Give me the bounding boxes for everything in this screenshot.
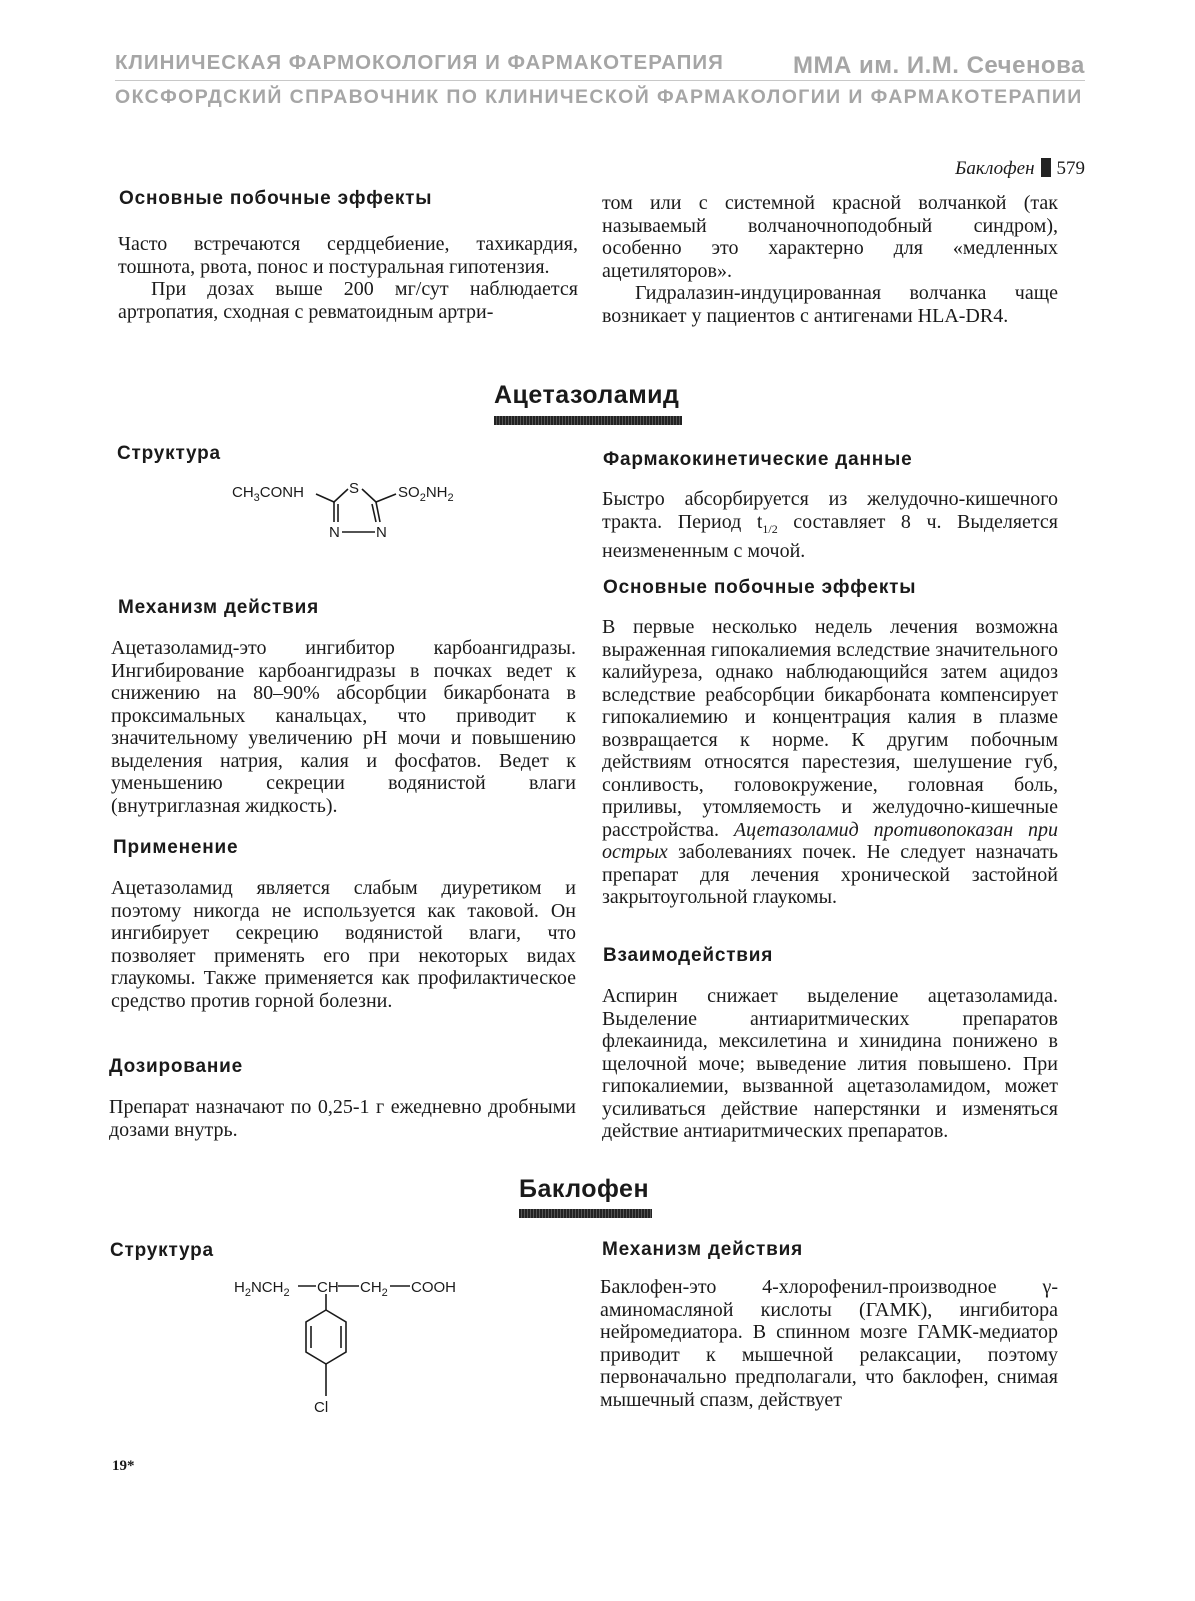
- header-line1-right: ММА им. И.М. Сеченова: [793, 52, 1085, 79]
- acetazolamide-mechanism-text-block: [111, 637, 576, 817]
- acetazolamide-side-effects-heading: Основные побочные эффекты: [603, 577, 917, 598]
- acetazolamide-interactions-heading: Взаимодействия: [603, 945, 774, 966]
- acetazolamide-pk-text: [602, 488, 1058, 563]
- acetazolamide-mechanism-heading: Механизм действия: [118, 597, 319, 618]
- svg-text:CH2: $CH_2$: [360, 1279, 388, 1299]
- acetazolamide-pk-text-block: [602, 488, 1058, 563]
- top-right-column: [602, 192, 1058, 327]
- pk-text-part-b: составляет 8 ч. Выделяется неизмененным с мочой.: [602, 510, 1058, 562]
- side-effects-contraindication: Ацетазоламид противопоказан при острых: [602, 818, 1058, 863]
- svg-text:Cl: Cl: [314, 1399, 329, 1416]
- running-head-marker: [1041, 158, 1051, 177]
- acetazolamide-dosing-text-block: [109, 1096, 576, 1141]
- header-rule: [115, 80, 1085, 81]
- section-title-underline: [494, 416, 682, 425]
- acetazolamide-dosing-text: Препарат назначают по 0,25-1 г ежедневно дробными дозами внутрь.: [109, 1096, 576, 1141]
- top-side-effects-heading: Основные побочные эффекты: [119, 188, 433, 209]
- acetazolamide-use-text-block: [111, 877, 576, 1012]
- acetazolamide-use-text: Ацетазоламид является слабым диуретиком и поэтому никогда не используется как таковой. Он ингибирует секрецию водянистой влаги, что позволяет применять его при некоторых видах глаукомы. Также применяется как профилактическое средство против горной болезни.: [111, 877, 576, 1012]
- acetazolamide-structure-diagram: [228, 472, 478, 552]
- svg-text:H2NCH2: $H_2NCH_2$: [234, 1279, 290, 1299]
- svg-text:SO2NH2: $SO_2NH_2$: [398, 484, 454, 504]
- acetazolamide-use-heading: Применение: [113, 837, 239, 858]
- acetazolamide-mechanism-text: Ацетазоламид-это ингибитор карбоангидразы. Ингибирование карбоангидразы в почках ведет к снижению на 80–90% абсорбции бикарбоната в проксимальных канальцах, что приводит к значительному увеличению pH мочи и повышению выделения натрия, калия и фосфатов. Ведет к уменьшению секреции водянистой влаги (внутриглазная жидкость).: [111, 637, 576, 817]
- signature-mark: 19*: [112, 1458, 135, 1474]
- top-left-column: [118, 233, 578, 323]
- header-line1: КЛИНИЧЕСКАЯ ФАРМОКОЛОГИЯ И ФАРМАКОТЕРАПИЯ: [115, 51, 724, 74]
- acetazolamide-structure-heading: Структура: [117, 443, 221, 464]
- acetazolamide-side-effects-text-block: [602, 616, 1058, 909]
- baclofen-mechanism-text: Баклофен-это 4-хлорофенил-производное γ-аминомасляной кислоты (ГАМК), ингибитора нейромедиатора. В спинном мозге ГАМК-медиатор приводит к мышечной релаксации, поэтому первоначально предполагали, что баклофен, снимая мышечный спазм, действует: [600, 1276, 1058, 1411]
- top-left-paragraph-2: При дозах выше 200 мг/сут наблюдается артропатия, сходная с ревматоидным артри-: [118, 278, 578, 323]
- baclofen-mechanism-text-block: [600, 1276, 1058, 1411]
- svg-text:CH: CH: [317, 1279, 339, 1296]
- side-effects-text-2: заболеваниях почек. Не следует назначать препарат для лечения хронической застойной закрытоугольной глаукомы.: [602, 841, 1059, 908]
- section-title-acetazolamide: Ацетазоламид: [494, 381, 680, 409]
- section-title-underline: [519, 1209, 652, 1218]
- top-right-paragraph-2: Гидралазин-индуцированная волчанка чаще возникает у пациентов с антигенами HLA-DR4.: [602, 282, 1058, 327]
- pk-text-part-a: Быстро абсорбируется из желудочно-кишечного тракта. Период t: [602, 488, 1058, 533]
- svg-text:N: N: [329, 524, 340, 541]
- svg-text:COOH: COOH: [411, 1279, 456, 1296]
- top-left-paragraph-1: Часто встречаются сердцебиение, тахикардия, тошнота, рвота, понос и постуральная гипотензия.: [118, 233, 578, 278]
- acetazolamide-interactions-text: Аспирин снижает выделение ацетазоламида. Выделение антиаритмических препаратов флекаинида, мексилетина и хинидина понижено в щелочной моче; выведение лития повышено. При гипокалиемии, вызванной ацетазоламидом, может усиливаться действие наперстянки и изменяться действие антиаритмических препаратов.: [602, 985, 1058, 1142]
- acetazolamide-pk-heading: Фармакокинетические данные: [603, 449, 913, 470]
- side-effects-text: В первые несколько недель лечения возможна выраженная гипокалиемия вследствие значительного калийуреза, однако наблюдающийся затем ацидоз вследствие реабсорбции бикарбоната компенсирует гипокалиемию и концентрация калия в плазме возвращается к норме. К другим побочным действиям относятся парестезия, шелушение губ, сонливость, головокружение, головная боль, приливы, утомляемость и желудочно-кишечные расстройства.: [602, 616, 1058, 841]
- svg-text:S: S: [349, 480, 360, 497]
- acetazolamide-dosing-heading: Дозирование: [109, 1056, 243, 1077]
- section-title-baclofen: Баклофен: [519, 1175, 650, 1203]
- top-right-paragraph-1: том или с системной красной волчанкой (так называемый волчаночноподобный синдром), особенно это характерно для «медленных ацетиляторов».: [602, 192, 1058, 282]
- svg-text:CH3CONH: $CH_3CONH$: [232, 484, 304, 504]
- svg-text:N: N: [376, 524, 387, 541]
- acetazolamide-interactions-text-block: [602, 985, 1058, 1143]
- page-number: 579: [1056, 158, 1085, 179]
- header-line2: ОКСФОРДСКИЙ СПРАВОЧНИК ПО КЛИНИЧЕСКОЙ ФАРМАКОЛОГИИ И ФАРМАКОТЕРАПИИ: [115, 86, 1083, 108]
- running-head-title: Баклофен: [955, 158, 1035, 179]
- baclofen-structure-heading: Структура: [110, 1240, 214, 1261]
- baclofen-structure-diagram: [230, 1268, 480, 1428]
- pk-half-life-subscript: 1/2: [762, 521, 778, 536]
- baclofen-mechanism-heading: Механизм действия: [602, 1239, 803, 1260]
- running-head: [955, 158, 1085, 180]
- acetazolamide-side-effects-text: [602, 616, 1058, 909]
